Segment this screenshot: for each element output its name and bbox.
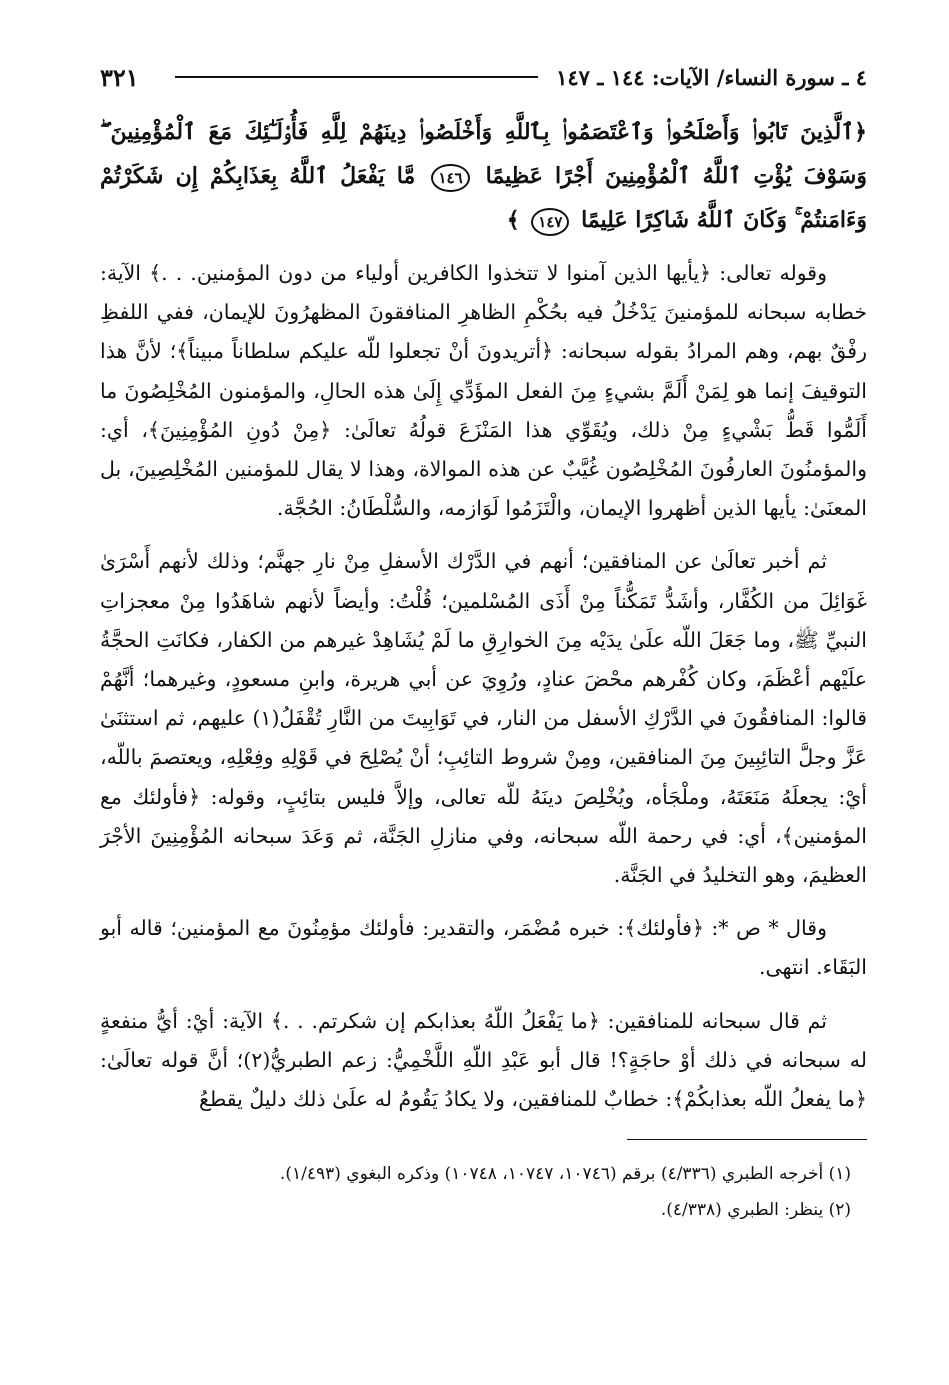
footnote-2: (٢) ينظر: الطبري (٤/٣٣٨). <box>660 1200 851 1221</box>
page-number: ٣٢١ <box>100 62 139 92</box>
quran-verses <box>100 110 867 242</box>
page-header <box>100 62 867 92</box>
quran-text-part-2: مَّا يَفْعَلُ ٱللَّهُ بِعَذَابِكُمْ إِن شَكَرْتُمْ وَءَامَنتُمْ ۚ وَكَانَ ٱللَّهُ شَاكِرًا عَلِيمًا <box>100 163 867 233</box>
header-rule <box>175 76 538 78</box>
ayah-number-146: ١٤٦ <box>431 164 469 192</box>
commentary-paragraph-2: ثم أخبر تعالَىٰ عن المنافقين؛ أنهم في الدَّرْك الأسفلِ مِنْ نارِ جهنَّم؛ وذلك لأنهم أَسْرَىٰ غَوَائِلَ من الكُفَّار، وأشَدُّ تَمَكُّناً مِنْ أَذَى المُسْلمين؛ قُلْتُ: وأيضاً لأنهم شاهَدُوا مِنْ معجزاتِ النبيِّ ﷺ، وما جَعَلَ اللّه علَىٰ يدَيْه مِنَ الخوارِقِ ما لَمْ يُشَاهِدْ غيرهم من الكفار، فكانَتِ الحجَّةُ علَيْهم أعْظَمَ، وكان كُفْرهم محْضَ عنادٍ، ورُوِيَ عن أبي هريرة، وابنِ مسعودٍ، وغيرهما؛ أنَّهُمْ قالوا: المنافقُونَ في الدَّرْكِ الأسفل من النار، في تَوَابِيتَ من النَّارِ تُقْفَلُ(١) عليهم، ثم استثنَىٰ عَزَّ وجلَّ التائِبِينَ مِنَ المنافقين، ومِنْ شروط التائِبِ؛ أنْ يُصْلِحَ في قَوْلِهِ وفِعْلِهِ، ويعتصمَ باللّه، أيْ: يجعلَهُ مَنَعَتَهُ، وملْجَأه، ويُخْلِصَ دينَهُ للّه تعالى، وإلاَّ فليس بتائِبٍ، وقوله: ﴿فأولئك مع المؤمنين﴾، أي: في رحمة اللّه سبحانه، وفي منازلِ الجَنَّة، ثم وَعَدَ سبحانه المُؤْمِنِينَ الأجْرَ العظيمَ، وهو التخليدُ في الجَنَّة. <box>100 549 867 888</box>
footnotes <box>100 1156 867 1228</box>
footnote-separator <box>627 1139 867 1140</box>
footnote-1: (١) أخرجه الطبري (٤/٣٣٦) برقم (١٠٧٤٦، ١٠٧٤٧، ١٠٧٤٨) وذكره البغوي (١/٤٩٣). <box>279 1164 851 1185</box>
quran-text-part-1: ﴿ٱلَّذِينَ تَابُوا۟ وَأَصْلَحُوا۟ وَٱعْتَصَمُوا۟ بِٱللَّهِ وَأَخْلَصُوا۟ دِينَهُمْ لِلَّهِ فَأُو۟لَـٰٓئِكَ مَعَ ٱلْمُؤْمِنِينَ ۖ وَسَوْفَ يُؤْتِ ٱللَّهُ ٱلْمُؤْمِنِينَ أَجْرًا عَظِيمًا <box>100 119 867 189</box>
running-title: ٤ ـ سورة النساء/ الآيات: ١٤٤ ـ ١٤٧ <box>556 64 867 90</box>
quran-closing-bracket: ﴾ <box>506 207 520 233</box>
commentary-paragraph-1: وقوله تعالى: ﴿يأيها الذين آمنوا لا تتخذوا الكافرين أولياء من دون المؤمنين. . .﴾ الآية: خطابه سبحانه للمؤمنينَ يَدْخُلُ فيه بحُكْمِ الظاهرِ المنافقونَ المظهرُونَ للإيمان، ففي اللفظِ رفْقٌ بهم، وهم المرادُ بقوله سبحانه: ﴿أتريدونَ أنْ تجعلوا للّه عليكم سلطاناً مبيناً﴾؛ لأنَّ هذا التوقيفَ إنما هو لِمَنْ أَلَمَّ بشيءٍ مِنَ الفعل المؤَدِّي إِلَىٰ هذه الحالِ، والمؤمنون المُخْلِصُونَ ما أَلَمُّوا قَطُّ بَشْيءٍ مِنْ ذلك، ويُقَوِّي هذا المَنْزَعَ قولُهُ تعالَىٰ: ﴿مِنْ دُونِ المُؤْمِنِينَ﴾، أي: والمؤمنُونَ العارفُونَ المُخْلِصُون غُيَّبٌ عن هذه الموالاة، وهذا لا يقال للمؤمنين المُخْلِصِينَ، بل المعنَىٰ: يأيها الذين أظهروا الإيمان، والْتَزَمُوا لَوَازمه، والسُّلْطَانُ: الحُجَّة. <box>100 261 867 521</box>
commentary-paragraph-4: ثم قال سبحانه للمنافقين: ﴿ما يَفْعَلُ اللّهُ بعذابكم إن شكرتم. . .﴾ الآية: أيْ: أيُّ منفعةٍ له سبحانه في ذلك أوْ حاجَةٍ؟! قال أبو عَبْدِ اللّهِ اللَّخْمِيُّ: زعم الطبريُّ(٢)؛ أنَّ قوله تعالَىٰ: ﴿ما يفعلُ اللّه بعذابكُمْ﴾: خطابٌ للمنافقين، ولا يكادُ يَقُومُ له علَىٰ ذلك دليلٌ يقطعُ <box>100 1008 867 1112</box>
commentary-paragraph-3: وقال * ص *: ﴿فأولئك﴾: خبره مُضْمَر، والتقدير: فأولئك مؤمِنُونَ مع المؤمنين؛ قاله أبو البَقَاء. انتهى. <box>100 916 867 980</box>
ayah-number-147: ١٤٧ <box>531 208 569 236</box>
